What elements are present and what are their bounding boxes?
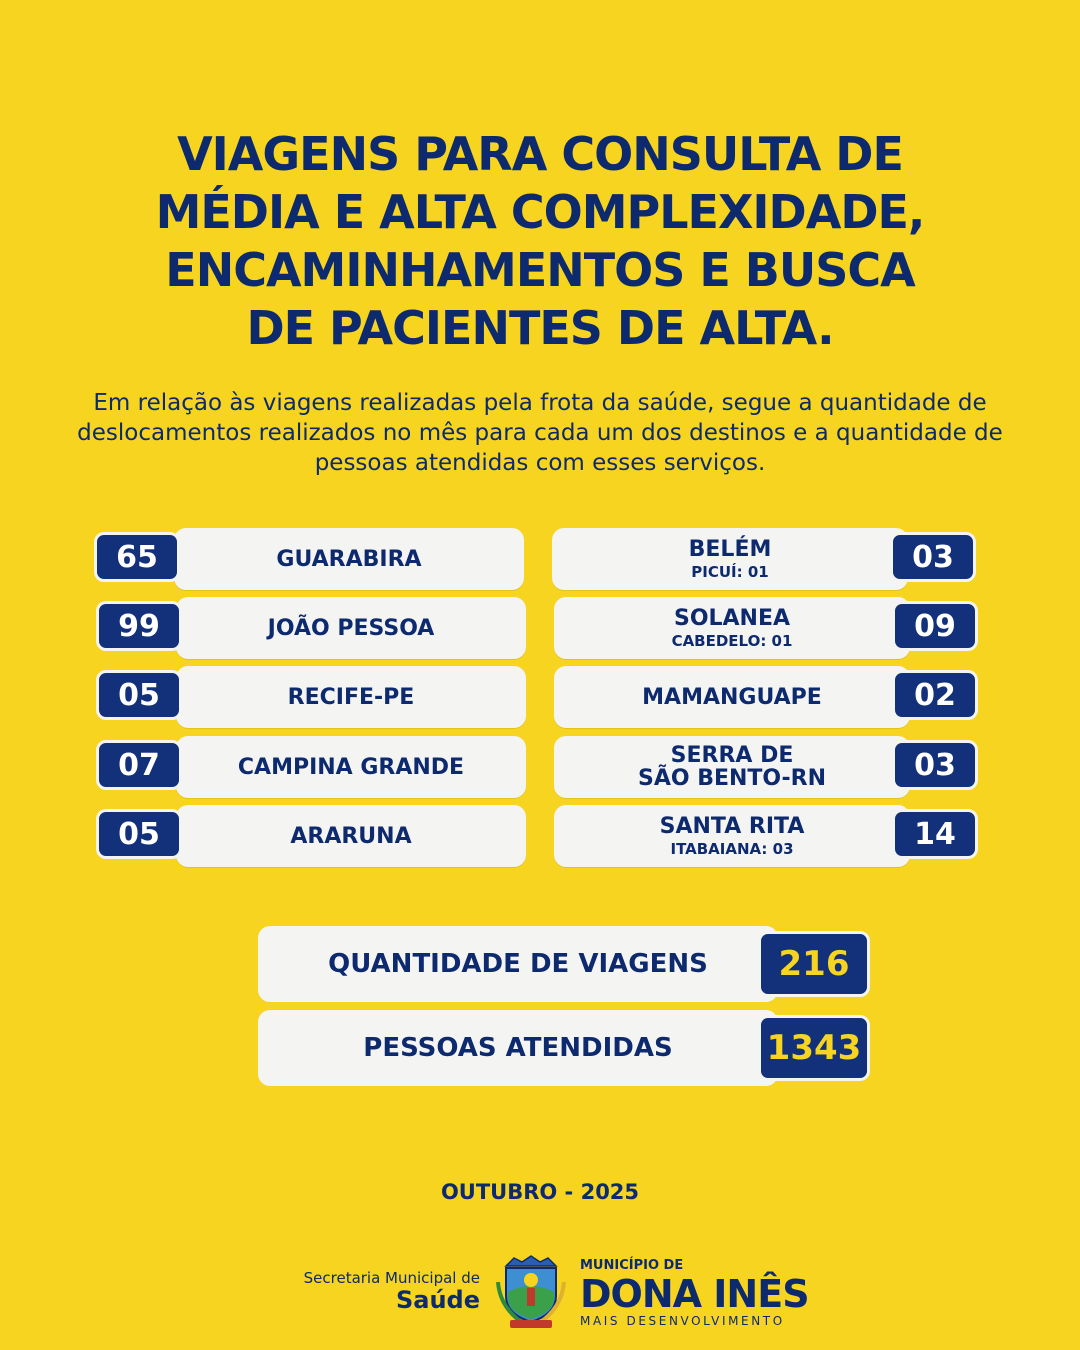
- title-line-1: VIAGENS PARA CONSULTA DE: [177, 127, 903, 181]
- title-line-3: ENCAMINHAMENTOS E BUSCA: [165, 243, 915, 297]
- destination-row-joao-pessoa: [96, 597, 528, 659]
- destination-row-campina-grande: [96, 736, 528, 798]
- destination-count: 65: [94, 532, 180, 582]
- people-served-value: 1343: [758, 1015, 870, 1081]
- destination-sub: PICUÍ: 01: [691, 562, 769, 581]
- destination-card: [176, 597, 526, 659]
- destination-card: [554, 805, 910, 867]
- destination-name: SOLANEA: [673, 605, 791, 631]
- destination-card: [554, 736, 910, 798]
- municipio-line-1: MUNICÍPIO DE: [580, 1258, 684, 1273]
- destination-card: [554, 597, 910, 659]
- people-served-label: PESSOAS ATENDIDAS: [258, 1010, 778, 1086]
- destination-name: MAMANGUAPE: [642, 684, 822, 710]
- destination-card: [174, 528, 524, 590]
- destination-count: 05: [96, 670, 182, 720]
- title-line-2: MÉDIA E ALTA COMPLEXIDADE,: [155, 185, 925, 239]
- destination-row-guarabira: [94, 528, 526, 590]
- destination-count: 03: [890, 532, 976, 582]
- destination-card: [552, 528, 908, 590]
- intro-text: Em relação às viagens realizadas pela frota da saúde, segue a quantidade de deslocamentos realizados no mês para cada um dos destinos e a quantidade de pessoas atendidas com esses serviços.: [77, 390, 1003, 476]
- destination-count: 09: [892, 601, 978, 651]
- destination-count: 14: [892, 809, 978, 859]
- total-trips-label: QUANTIDADE DE VIAGENS: [258, 926, 778, 1002]
- destination-row-araruna: [96, 805, 528, 867]
- destination-count: 05: [96, 809, 182, 859]
- municipio-line-3: MAIS DESENVOLVIMENTO: [580, 1314, 785, 1328]
- secretaria-logo: [250, 1268, 480, 1312]
- destination-count: 99: [96, 601, 182, 651]
- destination-row-mamanguape: [554, 666, 986, 728]
- destination-card: [176, 805, 526, 867]
- municipio-line-2: DONA INÊS: [580, 1272, 809, 1316]
- secretaria-line-1: Secretaria Municipal de: [303, 1269, 480, 1287]
- destination-name: JOÃO PESSOA: [267, 615, 435, 641]
- destination-row-serra-de-sao-bento: [554, 736, 986, 798]
- destination-row-santa-rita: [554, 805, 986, 867]
- destination-name: RECIFE-PE: [287, 684, 415, 710]
- destination-name: SANTA RITA: [659, 813, 805, 839]
- destination-card: [176, 666, 526, 728]
- destination-row-solanea: [554, 597, 986, 659]
- title-line-4: DE PACIENTES DE ALTA.: [246, 301, 834, 355]
- destination-name: GUARABIRA: [276, 546, 422, 572]
- destination-row-belem: [552, 528, 984, 590]
- destination-count: 02: [892, 670, 978, 720]
- destination-count: 07: [96, 740, 182, 790]
- destination-name: CAMPINA GRANDE: [237, 754, 465, 780]
- destination-sub: ITABAIANA: 03: [670, 839, 794, 858]
- destination-count: 03: [892, 740, 978, 790]
- municipio-logo: [580, 1258, 809, 1328]
- period-label: OUTUBRO - 2025: [440, 1180, 640, 1204]
- secretaria-line-2: Saúde: [395, 1286, 480, 1314]
- destination-name: BELÉM: [688, 536, 772, 562]
- total-trips-value: 216: [758, 931, 870, 997]
- coat-of-arms-icon: [494, 1252, 568, 1330]
- destination-sub: CABEDELO: 01: [671, 631, 793, 650]
- destination-card: [554, 666, 910, 728]
- destination-name: SERRA DE SÃO BENTO-RN: [637, 743, 827, 791]
- page-title: [0, 125, 1080, 357]
- destination-row-recife: [96, 666, 528, 728]
- destination-name: ARARUNA: [290, 823, 412, 849]
- destination-card: [176, 736, 526, 798]
